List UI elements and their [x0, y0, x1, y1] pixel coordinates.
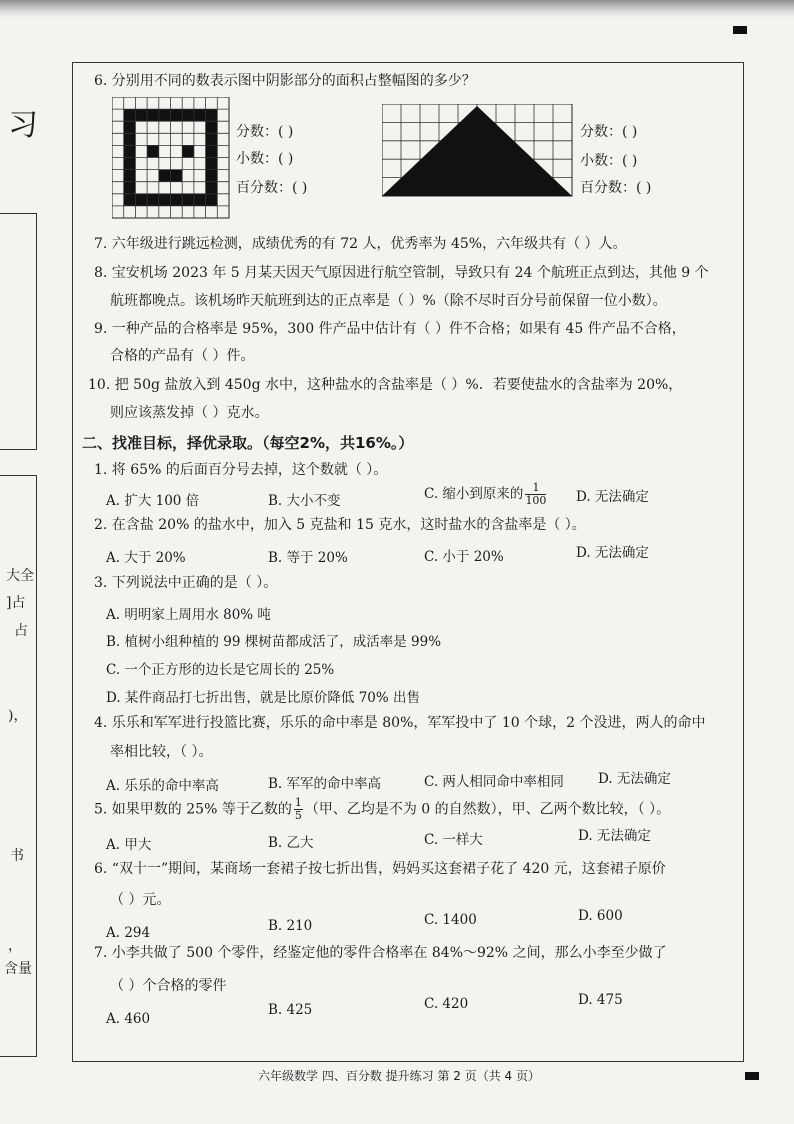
q10-line1: 10. 把 50g 盐放入到 450g 水中，这种盐水的含盐率是（ ）%．若要使盐水的含盐率为 20%， — [88, 377, 683, 393]
p2-q6-option-c: C. 1400 — [424, 912, 477, 928]
p2-q1-option-c — [424, 482, 548, 507]
p2-q4-option-a: A. 乐乐的命中率高 — [106, 778, 219, 794]
shaded-cell — [206, 109, 218, 121]
p2-q5-text — [94, 797, 670, 822]
fraction-1-100 — [525, 482, 546, 507]
frac-denominator: 5 — [294, 809, 302, 822]
shaded-cell — [124, 182, 136, 194]
p2-q4-line2: 率相比较，（ ）。 — [110, 744, 213, 760]
shaded-cell — [206, 158, 218, 170]
p2-q1-option-b: B. 大小不变 — [268, 493, 341, 509]
p2-q5-option-b: B. 乙大 — [268, 835, 314, 851]
shaded-cell — [135, 194, 147, 206]
p2-q1-option-c-text: C. 缩小到原来的 — [424, 486, 524, 502]
p2-q5-option-c: C. 一样大 — [424, 832, 483, 848]
shaded-cell — [206, 182, 218, 194]
p2-q7-option-d: D. 475 — [578, 992, 623, 1008]
p2-q7-option-b: B. 425 — [268, 1002, 313, 1018]
side-fragment: 书 — [10, 848, 24, 864]
p2-q3-option-c: C. 一个正方形的边长是它周长的 25% — [106, 662, 335, 678]
shaded-cell — [182, 109, 194, 121]
p2-q7-option-a: A. 460 — [106, 1011, 151, 1027]
page-footer: 六年级数学 四、百分数 提升练习 第 2 页（共 4 页） — [258, 1069, 540, 1083]
p2-q1-option-a: A. 扩大 100 倍 — [106, 493, 200, 509]
shaded-cell — [194, 194, 206, 206]
frac-numerator: 1 — [525, 482, 546, 495]
shaded-cell — [147, 109, 159, 121]
p2-q5-text-b: （甲、乙均是不为 0 的自然数），甲、乙两个数比较，（ ）。 — [304, 801, 671, 818]
side-fragment: ]占 — [6, 595, 26, 611]
p2-q4-line1: 4. 乐乐和军军进行投篮比赛，乐乐的命中率是 80%，军军投中了 10 个球，2 个没进，两人的命中 — [94, 715, 706, 731]
label-fraction-left: 分数：( ) — [236, 124, 294, 140]
p2-q2-option-c: C. 小于 20% — [424, 549, 504, 565]
side-fragment: )， — [8, 708, 28, 724]
p2-q7-line2: （ ）个合格的零件 — [110, 978, 227, 994]
side-fragment: 含量 — [4, 961, 32, 977]
shaded-cell — [124, 121, 136, 133]
q9-line1: 9. 一种产品的合格率是 95%，300 件产品中估计有（ ）件不合格；如果有 45 件产品不合格， — [94, 321, 686, 337]
shaded-cell — [124, 109, 136, 121]
shaded-cell — [206, 121, 218, 133]
frac-denominator: 100 — [525, 494, 547, 507]
side-fragment: 大全 — [6, 568, 34, 584]
shaded-cell — [206, 133, 218, 145]
label-percent-right: 百分数：( ) — [580, 180, 652, 196]
fraction-1-5 — [294, 797, 303, 822]
p2-q6-line1: 6. “双十一”期间，某商场一套裙子按七折出售，妈妈买这套裙子花了 420 元，这套裙子原价 — [94, 861, 666, 877]
q7-text: 7. 六年级进行跳远检测，成绩优秀的有 72 人，优秀率为 45%，六年级共有（ ）人。 — [94, 236, 627, 252]
shaded-cell — [124, 145, 136, 157]
shaded-cell — [124, 158, 136, 170]
shaded-cell — [135, 109, 147, 121]
label-decimal-right: 小数：( ) — [580, 153, 638, 169]
q6-text: 6. 分别用不同的数表示图中阴影部分的面积占整幅图的多少？ — [94, 73, 476, 89]
shaded-cell — [171, 170, 183, 182]
shaded-cell — [124, 133, 136, 145]
frac-numerator: 1 — [294, 796, 302, 809]
shaded-cell — [159, 170, 171, 182]
q8-line2: 航班都晚点。该机场昨天航班到达的正点率是（ ）%（除不尽时百分号前保留一位小数）。 — [110, 293, 667, 309]
p2-q3-option-d: D. 某件商品打七折出售，就是比原价降低 70% 出售 — [106, 690, 421, 706]
label-percent-left: 百分数：( ) — [236, 180, 308, 196]
scan-top-shadow — [0, 0, 794, 18]
shaded-cell — [147, 194, 159, 206]
shaded-cell — [206, 170, 218, 182]
side-box-1 — [0, 213, 37, 450]
p2-q6-option-a: A. 294 — [106, 925, 151, 941]
p2-q2-option-a: A. 大于 20% — [106, 550, 186, 566]
shaded-cell — [159, 109, 171, 121]
face-grid-figure — [112, 97, 230, 219]
p2-q4-option-b: B. 军军的命中率高 — [268, 776, 382, 792]
registration-mark-top — [733, 26, 747, 34]
p2-q3-option-b: B. 植树小组种植的 99 棵树苗都成活了，成活率是 99% — [106, 634, 442, 650]
p2-q7-option-c: C. 420 — [424, 996, 469, 1012]
shaded-cell — [159, 194, 171, 206]
shaded-cell — [124, 170, 136, 182]
side-fragment: ， — [8, 938, 22, 954]
p2-q7-line1: 7. 小李共做了 500 个零件，经鉴定他的零件合格率在 84%～92% 之间，那么小李至少做了 — [94, 945, 667, 961]
p2-q6-option-b: B. 210 — [268, 918, 313, 934]
shaded-cell — [206, 194, 218, 206]
shaded-cell — [124, 194, 136, 206]
label-decimal-left: 小数：( ) — [236, 151, 294, 167]
p2-q6-line2: （ ）元。 — [110, 892, 171, 908]
shaded-cell — [194, 109, 206, 121]
p2-q5-option-a: A. 甲大 — [106, 837, 152, 853]
section-2-heading: 二、找准目标，择优录取。（每空2%，共16%。） — [82, 434, 414, 452]
shaded-cell — [171, 109, 183, 121]
p2-q3-text: 3. 下列说法中正确的是（ ）。 — [94, 575, 278, 591]
registration-mark-bottom — [745, 1072, 759, 1080]
shaded-cell — [182, 194, 194, 206]
p2-q2-text: 2. 在含盐 20% 的盐水中，加入 5 克盐和 15 克水，这时盐水的含盐率是（ ）。 — [94, 517, 586, 533]
shaded-cell — [206, 145, 218, 157]
q8-line1: 8. 宝安机场 2023 年 5 月某天因天气原因进行航空管制，导致只有 24 个航班正点到达，其他 9 个 — [94, 265, 709, 281]
p2-q1-option-d: D. 无法确定 — [576, 489, 649, 505]
p2-q4-option-d: D. 无法确定 — [598, 771, 671, 787]
q9-line2: 合格的产品有（ ）件。 — [110, 348, 255, 364]
shaded-cell — [182, 145, 194, 157]
side-fragment: 占 — [14, 623, 28, 639]
p2-q2-option-b: B. 等于 20% — [268, 550, 348, 566]
p2-q3-option-a: A. 明明家上周用水 80% 吨 — [106, 607, 271, 623]
p2-q6-option-d: D. 600 — [578, 908, 623, 924]
shaded-cell — [171, 194, 183, 206]
side-title-char: 习 — [8, 108, 38, 143]
p2-q4-option-c: C. 两人相同命中率相同 — [424, 774, 564, 790]
shaded-cell — [147, 145, 159, 157]
p2-q1-text: 1. 将 65% 的后面百分号去掉，这个数就（ ）。 — [94, 462, 388, 478]
p2-q2-option-d: D. 无法确定 — [576, 545, 649, 561]
triangle-grid-figure — [382, 104, 574, 198]
p2-q5-option-d: D. 无法确定 — [578, 828, 651, 844]
p2-q5-text-a: 5. 如果甲数的 25% 等于乙数的 — [94, 801, 292, 818]
label-fraction-right: 分数：( ) — [580, 124, 638, 140]
q10-line2: 则应该蒸发掉（ ）克水。 — [110, 405, 269, 421]
